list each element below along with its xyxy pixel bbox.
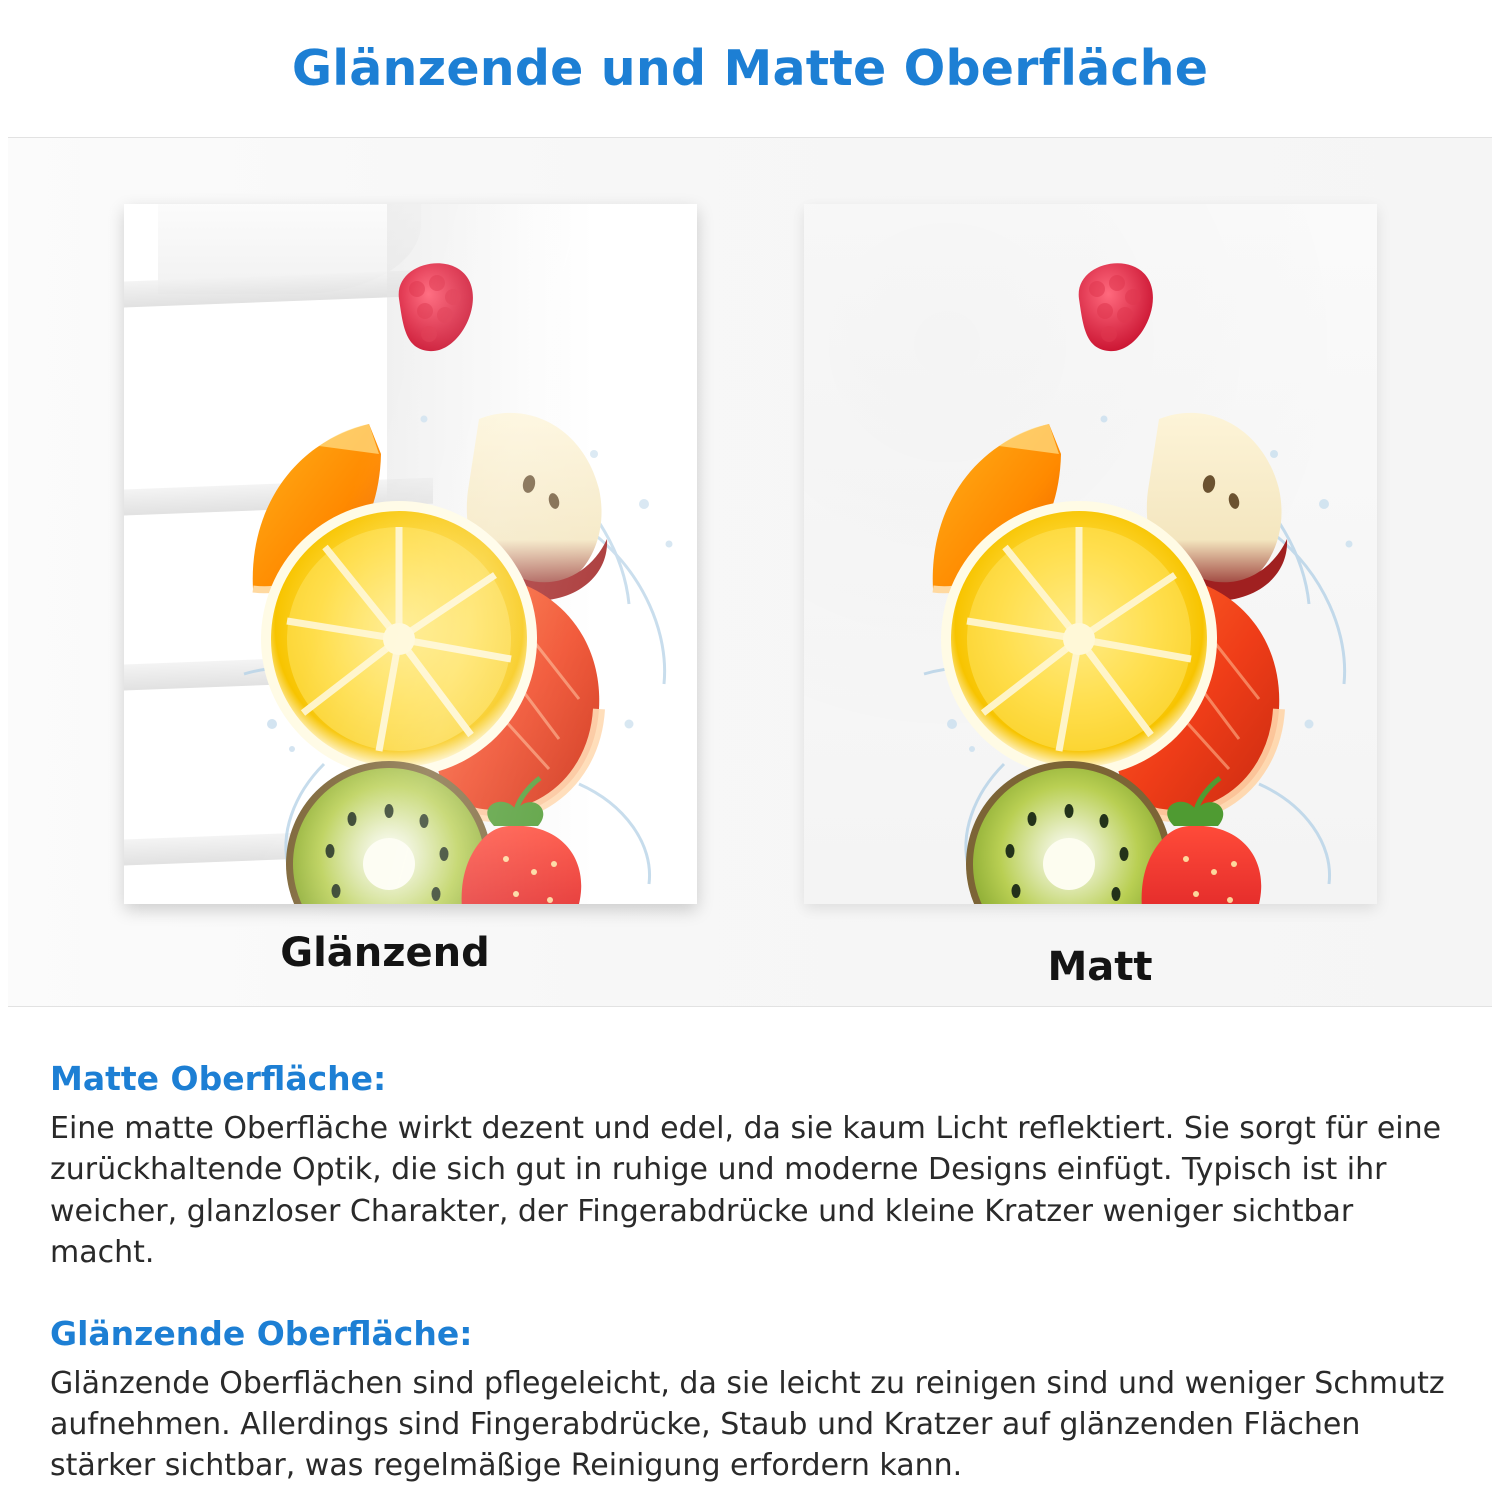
sample-matt <box>800 204 1380 990</box>
description-block-matt <box>50 1059 1450 1274</box>
header <box>0 0 1500 137</box>
finish-comparison-panel <box>8 137 1492 1007</box>
caption-matt: Matt <box>1047 944 1153 990</box>
sample-glossy <box>120 204 700 976</box>
fruit-artwork-matt <box>804 204 1377 904</box>
glossy-print-preview <box>124 204 697 904</box>
matt-print-preview <box>804 204 1377 904</box>
caption-glossy: Glänzend <box>280 930 490 976</box>
description-section <box>0 1007 1500 1487</box>
description-heading-matt: Matte Oberfläche: <box>50 1059 387 1098</box>
description-block-glossy <box>50 1314 1450 1487</box>
description-text-glossy: Glänzende Oberflächen sind pflegeleicht, da sie leicht zu reinigen sind und weniger Schmutz aufnehmen. Allerdings sind Fingerabdrücke, Staub und Kratzer auf glänzenden Flächen stärker sichtbar, was regelmäßige Reinigung erfordern kann. <box>50 1365 1445 1484</box>
fruit-artwork-glossy <box>124 204 697 904</box>
description-text-matt: Eine matte Oberfläche wirkt dezent und edel, da sie kaum Licht reflektiert. Sie sorgt für eine zurückhaltende Optik, die sich gut in ruhige und moderne Designs einfügt. Typisch ist ihr weicher, glanzloser Charakter, der Fingerabdrücke und kleine Kratzer weniger sichtbar macht. <box>50 1111 1442 1271</box>
description-heading-glossy: Glänzende Oberfläche: <box>50 1313 473 1353</box>
page-title: Glänzende und Matte Oberfläche <box>291 40 1209 97</box>
